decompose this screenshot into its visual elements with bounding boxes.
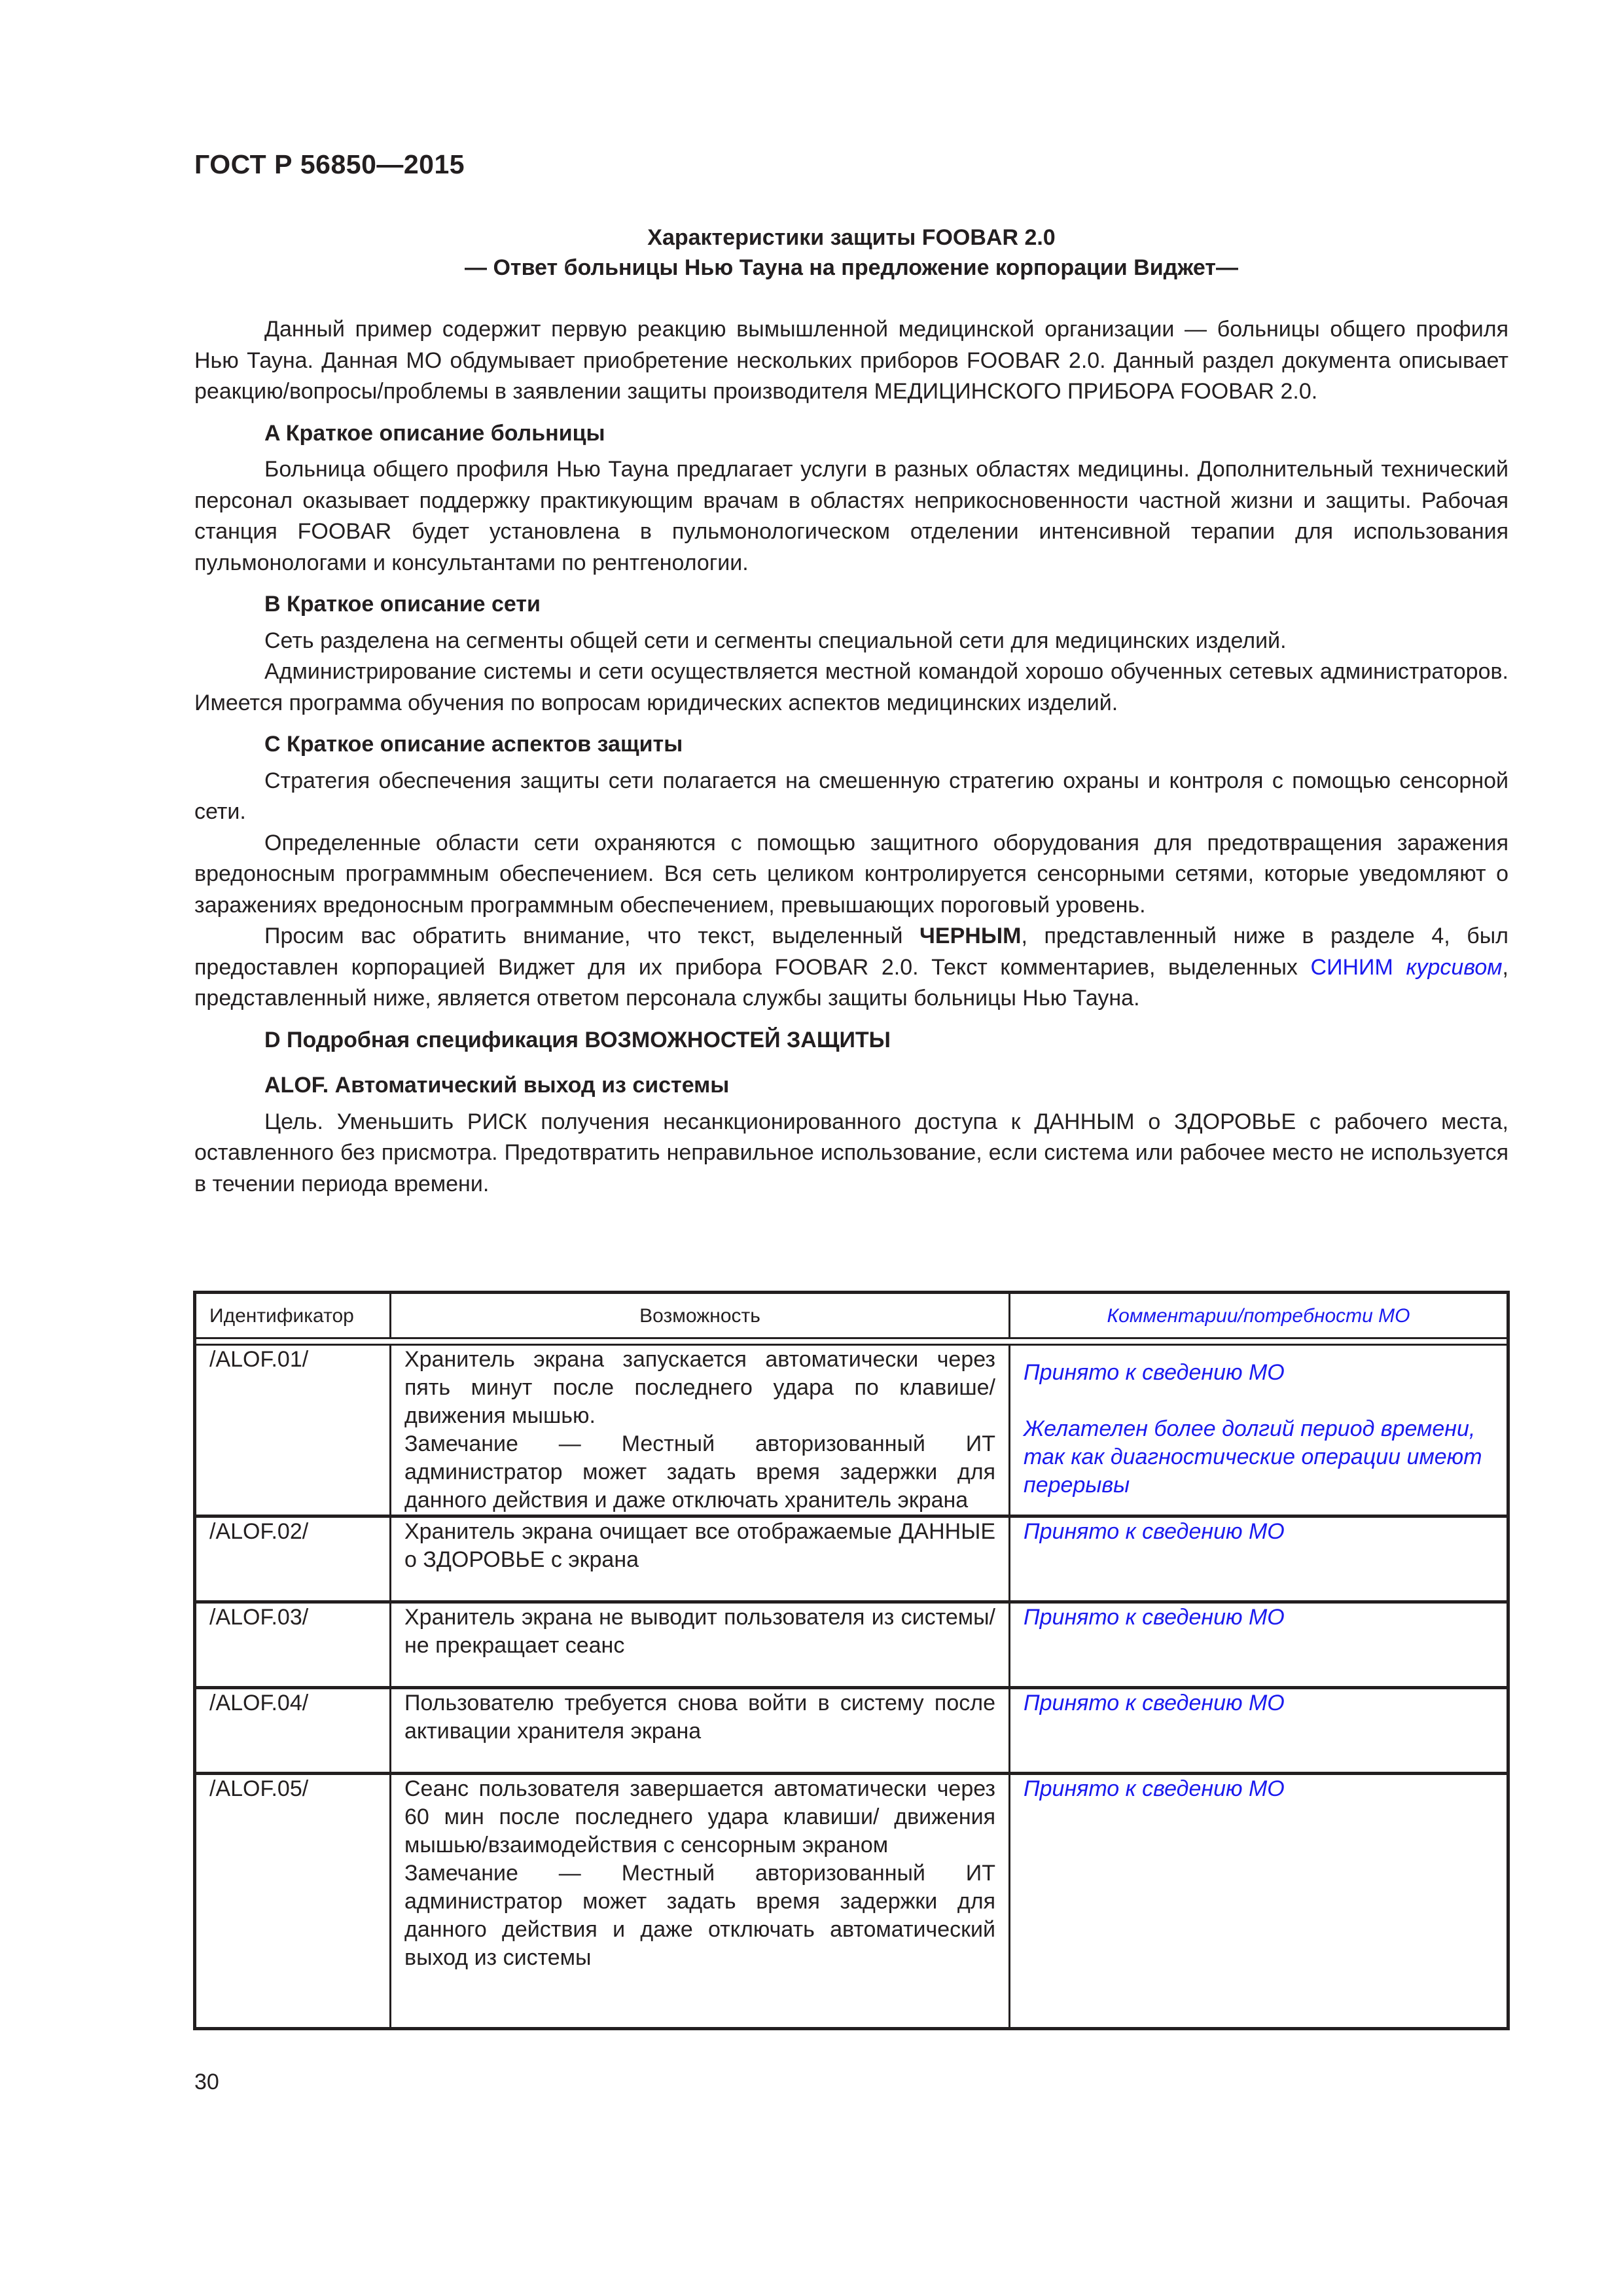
- header-capability: Возможность: [391, 1293, 1010, 1338]
- comment-extra: Желателен более долгий период времени, так как диагностические операции имеют перерывы: [1024, 1416, 1482, 1498]
- section-c-paragraph-3: [194, 921, 1508, 1014]
- title-line-1: Характеристики защиты FOOBAR 2.0: [647, 225, 1056, 250]
- row-identifier: /ALOF.01/: [195, 1345, 391, 1516]
- p3-black-emphasis: ЧЕРНЫМ: [919, 924, 1022, 948]
- p3-text-2: , представленный ниже в разделе 4, был предоставлен корпорацией Виджет для их прибора FOOBAR 2.0. Текст комментариев, выделенных: [194, 924, 1508, 980]
- alof-goal-paragraph: Цель. Уменьшить РИСК получения несанкционированного доступа к ДАННЫМ о ЗДОРОВЬЕ с рабочего места, оставленного без присмотра. Предотвратить неправильное использование, если система или рабочее место не используется в течении периода времени.: [194, 1109, 1508, 1196]
- title-line-2: — Ответ больницы Нью Тауна на предложение корпорации Виджет—: [465, 255, 1238, 280]
- document-title: [194, 223, 1508, 283]
- capability-text: Сеанс пользователя завершается автоматически через 60 мин после последнего удара клавиши/ движения мышью/взаимодействия с сенсорным экраном: [404, 1776, 995, 1857]
- document-body: [194, 314, 1508, 1200]
- section-c-title: C Краткое описание аспектов защиты: [264, 732, 683, 757]
- p3-text-3: , представленный ниже, является ответом персонала службы защиты больницы Нью Тауна.: [194, 954, 1508, 1011]
- row-capability: Хранитель экрана не выводит пользователя из системы/не прекращает сеанс: [391, 1602, 1010, 1688]
- row-comment: Принято к сведению МО: [1010, 1602, 1508, 1688]
- section-d-title: D Подробная спецификация ВОЗМОЖНОСТЕЙ ЗАЩИТЫ: [264, 1027, 891, 1052]
- table-row: [195, 1516, 1508, 1602]
- p3-blue-italic-emphasis: курсивом: [1406, 954, 1503, 980]
- section-a-paragraph: Больница общего профиля Нью Тауна предлагает услуги в разных областях медицины. Дополнительный технический персонал оказывает поддержку практикующим врачам в областях неприкосновенности частной жизни и защиты. Рабочая станция FOOBAR будет установлена в пульмонологическом отделении интенсивной терапии для использования пульмонологами и консультантами по рентгенологии.: [194, 457, 1508, 575]
- capability-text: Хранитель экрана запускается автоматически через пять минут после последнего удара по клавише/ движения мышью.: [404, 1347, 995, 1428]
- page-number: 30: [194, 2070, 219, 2094]
- section-b-paragraph-1: Сеть разделена на сегменты общей сети и сегменты специальной сети для медицинских изделий.: [264, 628, 1287, 653]
- intro-paragraph: Данный пример содержит первую реакцию вымышленной медицинской организации — больницы общего профиля Нью Тауна. Данная МО обдумывает приобретение нескольких приборов FOOBAR 2.0. Данный раздел документа описывает реакцию/вопросы/проблемы в заявлении защиты производителя МЕДИЦИНСКОГО ПРИБОРА FOOBAR 2.0.: [194, 317, 1508, 404]
- comment-accepted: Принято к сведению МО: [1024, 1360, 1285, 1385]
- section-b-title: B Краткое описание сети: [264, 592, 541, 617]
- row-capability: Пользователю требуется снова войти в систему после активации хранителя экрана: [391, 1688, 1010, 1774]
- header-double-rule: [195, 1338, 1508, 1345]
- table-row: [195, 1774, 1508, 2029]
- header-identifier: Идентификатор: [195, 1293, 391, 1338]
- row-capability: [391, 1345, 1010, 1516]
- capability-note: Замечание — Местный авторизованный ИТ администратор может задать время задержки для данного действия и даже отключать автоматический выход из системы: [404, 1861, 995, 1970]
- row-identifier: /ALOF.03/: [195, 1602, 391, 1688]
- row-capability: Хранитель экрана очищает все отображаемые ДАННЫЕ о ЗДОРОВЬЕ с экрана: [391, 1516, 1010, 1602]
- capability-note: Замечание — Местный авторизованный ИТ администратор может задать время задержки для данного действия и даже отключать хранитель экрана: [404, 1431, 995, 1513]
- section-c-paragraph-1: Стратегия обеспечения защиты сети полагается на смешенную стратегию охраны и контроля с помощью сенсорной сети.: [194, 768, 1508, 824]
- row-comment: Принято к сведению МО: [1010, 1688, 1508, 1774]
- row-comment: [1010, 1345, 1508, 1516]
- section-a-title: A Краткое описание больницы: [264, 420, 605, 446]
- header-comments: Комментарии/потребности МО: [1010, 1293, 1508, 1338]
- row-comment: Принято к сведению МО: [1010, 1774, 1508, 2029]
- alof-capabilities-table: [193, 1291, 1510, 2030]
- p3-space: [1393, 955, 1406, 980]
- section-b-paragraph-2: Администрирование системы и сети осуществляется местной командой хорошо обученных сетевых администраторов. Имеется программа обучения по вопросам юридических аспектов медицинских изделий.: [194, 659, 1508, 715]
- row-identifier: /ALOF.02/: [195, 1516, 391, 1602]
- table-header-row: [195, 1293, 1508, 1338]
- alof-title: ALOF. Автоматический выход из системы: [264, 1073, 730, 1098]
- row-capability: [391, 1774, 1010, 2029]
- table-row: [195, 1688, 1508, 1774]
- row-identifier: /ALOF.05/: [195, 1774, 391, 2029]
- table-row: [195, 1345, 1508, 1516]
- row-comment: Принято к сведению МО: [1010, 1516, 1508, 1602]
- p3-text-1: Просим вас обратить внимание, что текст, выделенный: [264, 924, 920, 948]
- section-c-paragraph-2: Определенные области сети охраняются с помощью защитного оборудования для предотвращения заражения вредоносным программным обеспечением. Вся сеть целиком контролируется сенсорными сетями, которые уведомляют о заражениях вредоносным программным обеспечением, превышающих пороговый уровень.: [194, 830, 1508, 918]
- p3-blue-emphasis: СИНИМ: [1310, 954, 1393, 980]
- table-row: [195, 1602, 1508, 1688]
- standard-id-header: ГОСТ Р 56850—2015: [194, 149, 465, 179]
- row-identifier: /ALOF.04/: [195, 1688, 391, 1774]
